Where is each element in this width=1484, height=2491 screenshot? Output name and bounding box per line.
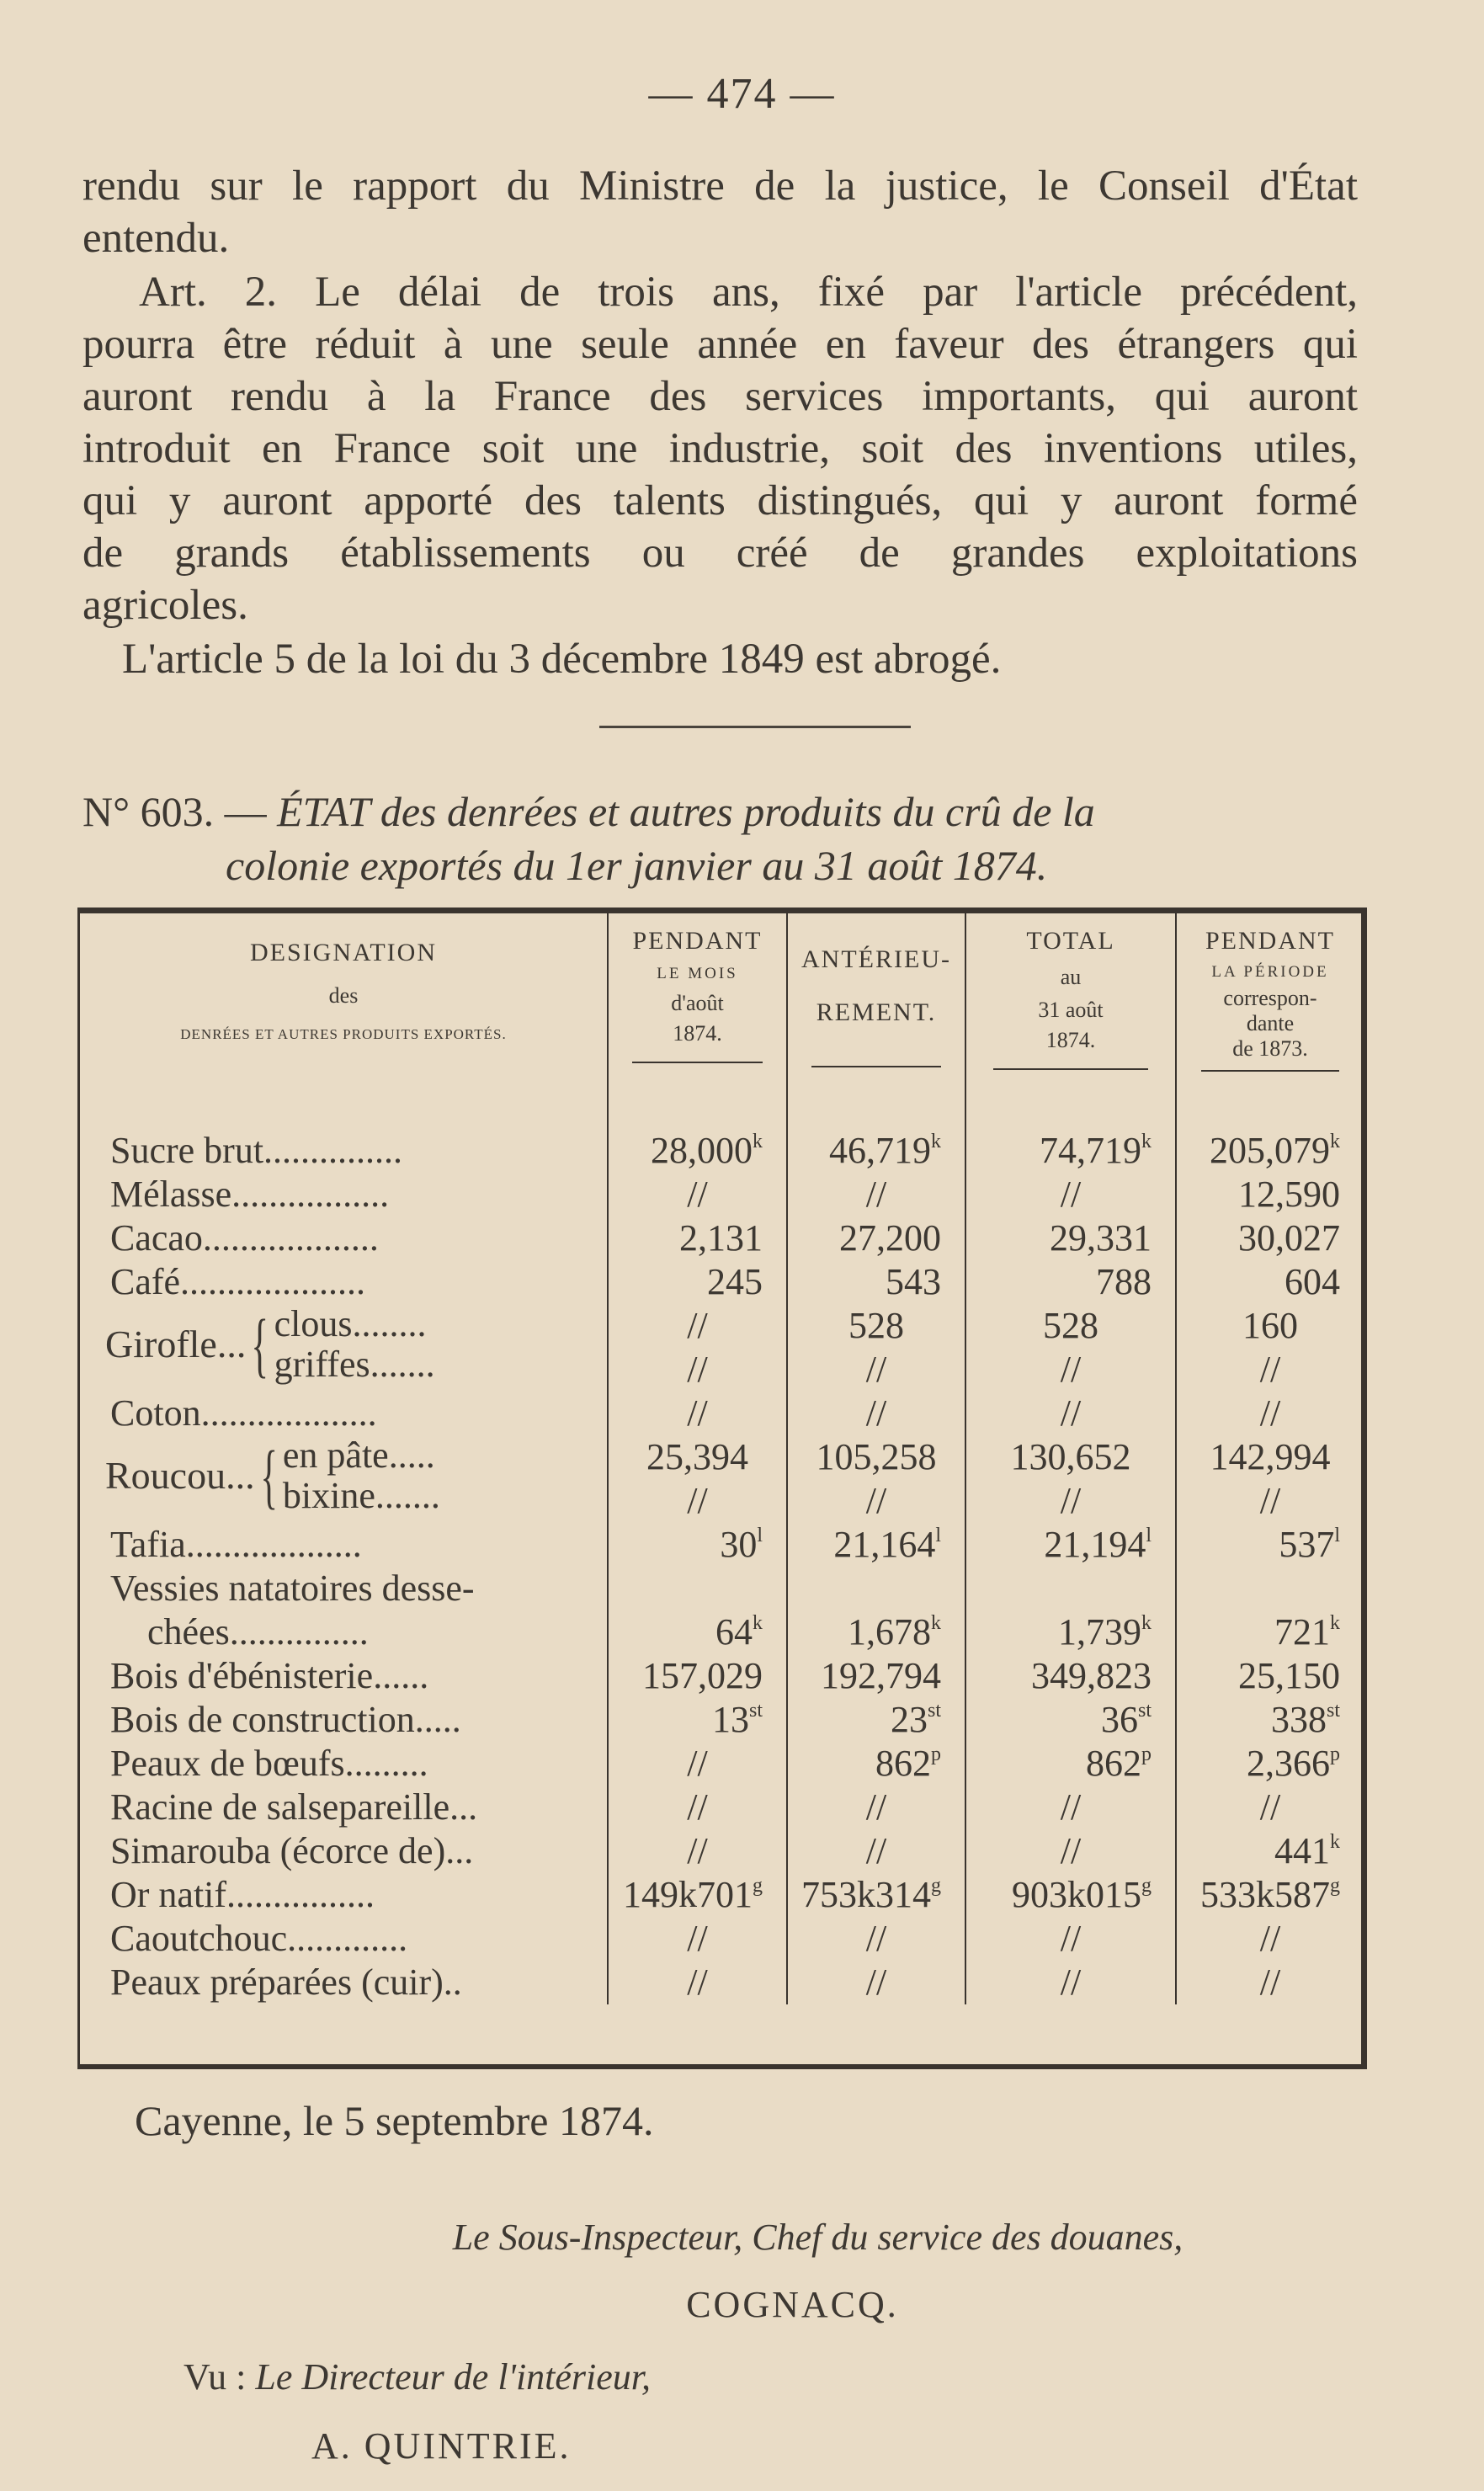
row-label-text: Bois d'ébénisterie...... (110, 1655, 429, 1696)
cell-value: 23 (890, 1699, 928, 1740)
vu-title: Le Directeur de l'intérieur, (255, 2356, 652, 2398)
signer-title: Le Sous-Inspecteur, Chef du service des douanes, (452, 2217, 1183, 2258)
cell-unit: l (1146, 1525, 1152, 1546)
art2-line-7: agricoles. (82, 582, 248, 629)
header-pendant-mois: PENDANT LE MOIS d'août 1874. (608, 913, 787, 1114)
row-label (80, 1961, 608, 2004)
header-anterieurement: ANTÉRIEU- REMENT. (787, 913, 965, 1114)
cell-value: // (865, 1918, 887, 1959)
cell-value: // (687, 1174, 708, 1215)
table-row (80, 1216, 1364, 1260)
row-label (80, 1917, 608, 1961)
table-row (80, 1873, 1364, 1917)
cell-unit: p (931, 1743, 941, 1765)
table-row (80, 1567, 1364, 1610)
row-label-text: Bois de construction..... (110, 1699, 461, 1740)
cell-value: // (865, 1392, 887, 1434)
row-label-text: Caoutchouc............. (110, 1918, 408, 1959)
table-row (80, 1917, 1364, 1961)
row-label (80, 1786, 608, 1829)
row-label-text: Sucre brut............... (110, 1130, 403, 1171)
row-label-text: Peaux de bœufs......... (110, 1743, 428, 1784)
cell-value: // (865, 1830, 887, 1871)
cell-unit: k (753, 1612, 763, 1634)
cell-value: // (687, 1743, 708, 1784)
row-label (80, 1523, 608, 1567)
cell-unit: st (1326, 1700, 1340, 1722)
cell-value: 528 (848, 1305, 904, 1346)
cell-unit: st (748, 1700, 763, 1722)
row-label (80, 1173, 608, 1216)
vu-name: A. QUINTRIE. (311, 2425, 572, 2467)
cell-value: 338 (1270, 1699, 1327, 1740)
row-label-text: chées............... (110, 1611, 369, 1653)
cell-value: // (1060, 1392, 1082, 1434)
cell-value: 349,823 (1031, 1655, 1152, 1696)
cell-value: 528 (1043, 1305, 1098, 1346)
cell-unit: k (753, 1131, 763, 1152)
heading-number: N° 603. — (82, 788, 267, 835)
cell-value: 13 (711, 1699, 749, 1740)
row-label-text: Coton................... (110, 1392, 377, 1434)
cell-value: 21,164 (833, 1524, 936, 1565)
cell-value: // (687, 1480, 708, 1521)
cell-value: 245 (707, 1261, 763, 1302)
cell-value: 46,719 (829, 1130, 931, 1171)
table-row (80, 1742, 1364, 1786)
row-label-text: Tafia................... (110, 1524, 362, 1565)
cell-value: 25,150 (1238, 1655, 1340, 1696)
table-row (80, 1786, 1364, 1829)
cell-value: 537 (1279, 1524, 1335, 1565)
cell-value: 74,719 (1040, 1130, 1141, 1171)
cell-value: 25,394 (646, 1436, 748, 1477)
cell-value: 788 (1096, 1261, 1152, 1302)
cell-unit: k (1141, 1131, 1152, 1152)
cell-value: // (1259, 1918, 1281, 1959)
cell-value: 543 (886, 1261, 941, 1302)
row-label-text: Or natif................ (110, 1874, 375, 1915)
row-label-text: Café.................... (110, 1261, 366, 1302)
vu-line (184, 2355, 651, 2398)
cell-value: // (1259, 1349, 1281, 1390)
cell-value: // (687, 1349, 708, 1390)
cell-value: 157,029 (642, 1655, 763, 1696)
cell-value: // (687, 1961, 708, 2003)
page-number-value: 474 (706, 70, 778, 118)
cell-value: // (1259, 1786, 1281, 1828)
cell-value: // (865, 1961, 887, 2003)
cell-value: 604 (1285, 1261, 1340, 1302)
cell-value: // (1259, 1961, 1281, 2003)
cell-value: // (1259, 1480, 1281, 1521)
brace-glyph: { (259, 1435, 278, 1516)
table-heading-line-1 (82, 785, 1379, 838)
cell-unit: l (757, 1525, 763, 1546)
cell-value: 1,678 (848, 1611, 931, 1653)
cell-value: // (1259, 1392, 1281, 1434)
row-label (80, 1742, 608, 1786)
row-label-text: Cacao................... (110, 1217, 379, 1259)
cell-value: // (1060, 1918, 1082, 1959)
cell-value: // (865, 1349, 887, 1390)
cell-value: // (865, 1174, 887, 1215)
art2-line-1: Art. 2. Le délai de trois ans, fixé par l'article précédent, (139, 269, 1358, 316)
header-periode: PENDANT LA PÉRIODE correspon- dante de 1873. (1176, 913, 1364, 1114)
table-row (80, 1304, 1364, 1392)
cell-value: 205,079 (1210, 1130, 1330, 1171)
table-row (80, 1829, 1364, 1873)
intro-line-2: entendu. (82, 215, 230, 262)
art2-line-5: qui y auront apporté des talents distingués, qui y auront formé (82, 477, 1358, 524)
cell-value: 21,194 (1044, 1524, 1146, 1565)
art2-line-2: pourra être réduit à une seule année en faveur des étrangers qui (82, 321, 1358, 368)
heading-title-2: colonie exportés du 1er janvier au 31 août 1874. (226, 842, 1048, 889)
table-body (80, 1114, 1364, 2004)
cell-unit: l (935, 1525, 941, 1546)
cell-value: 862 (1086, 1743, 1141, 1784)
row-label (80, 1216, 608, 1260)
cell-value: 105,258 (816, 1436, 937, 1477)
cell-value: 149k701 (623, 1874, 753, 1915)
cell-value: 441 (1274, 1830, 1330, 1871)
row-label (80, 1435, 608, 1523)
cell-value: // (1060, 1174, 1082, 1215)
row-label-text: Peaux préparées (cuir).. (110, 1961, 462, 2003)
heading-title-1: ÉTAT des denrées et autres produits du crû de la (277, 788, 1095, 835)
cell-unit: g (753, 1875, 763, 1897)
cell-value: // (865, 1480, 887, 1521)
cell-value: 2,131 (679, 1217, 763, 1259)
row-label (80, 1829, 608, 1873)
cell-unit: k (1330, 1131, 1340, 1152)
cell-unit: l (1334, 1525, 1340, 1546)
table-row (80, 1961, 1364, 2004)
row-group-label: Roucou... (105, 1454, 255, 1497)
row-sub-label: en pâte..... (282, 1434, 435, 1476)
cell-value: 862 (875, 1743, 931, 1784)
cell-unit: g (1330, 1875, 1340, 1897)
cell-unit: g (1141, 1875, 1152, 1897)
export-table (77, 908, 1367, 2069)
row-label (80, 1610, 608, 1654)
cell-value: // (1060, 1480, 1082, 1521)
cell-value: 753k314 (801, 1874, 931, 1915)
table-heading-line-2 (226, 838, 1484, 892)
cell-value: // (687, 1918, 708, 1959)
cell-value: // (1060, 1786, 1082, 1828)
cell-unit: st (927, 1700, 941, 1722)
cell-value: // (687, 1305, 708, 1346)
export-table-grid (80, 913, 1364, 2004)
row-label (80, 1392, 608, 1435)
row-label-text: Simarouba (écorce de)... (110, 1830, 474, 1871)
row-label-text: Vessies natatoires desse- (110, 1568, 475, 1609)
table-row (80, 1698, 1364, 1742)
cell-value: 64 (715, 1611, 753, 1653)
row-sub-label: bixine....... (282, 1475, 440, 1516)
cell-value: 28,000 (651, 1130, 753, 1171)
vu-prefix: Vu : (184, 2356, 247, 2398)
row-sub-label: griffes....... (274, 1344, 435, 1385)
brace-glyph: { (251, 1304, 269, 1385)
intro-line-1: rendu sur le rapport du Ministre de la justice, le Conseil d'État (82, 162, 1358, 210)
table-row (80, 1435, 1364, 1523)
row-label (80, 1567, 608, 1610)
cell-unit: g (931, 1875, 941, 1897)
table-row (80, 1392, 1364, 1435)
art2-line-4: introduit en France soit une industrie, soit des inventions utiles, (82, 425, 1358, 472)
cell-value: // (865, 1786, 887, 1828)
cell-value: 27,200 (839, 1217, 941, 1259)
row-label (80, 1698, 608, 1742)
cell-value: 30,027 (1238, 1217, 1340, 1259)
row-label (80, 1114, 608, 1173)
cell-unit: p (1141, 1743, 1152, 1765)
row-label (80, 1654, 608, 1698)
cell-unit: st (1137, 1700, 1152, 1722)
cell-value: // (1060, 1961, 1082, 2003)
cell-value: 36 (1100, 1699, 1138, 1740)
row-sub-label: clous........ (274, 1303, 427, 1344)
table-row (80, 1114, 1364, 1173)
cell-value: // (687, 1786, 708, 1828)
row-group-label: Girofle... (105, 1323, 247, 1365)
cell-unit: k (931, 1131, 941, 1152)
cell-value: 30 (720, 1524, 758, 1565)
cell-unit: k (1330, 1831, 1340, 1853)
cell-value: 192,794 (821, 1655, 941, 1696)
table-row (80, 1260, 1364, 1304)
cell-value: 142,994 (1210, 1436, 1331, 1477)
cell-unit: k (1141, 1612, 1152, 1634)
abrogation-line: L'article 5 de la loi du 3 décembre 1849 est abrogé. (122, 636, 1002, 683)
cell-value: 160 (1242, 1305, 1298, 1346)
row-label-text: Racine de salsepareille... (110, 1786, 478, 1828)
header-designation: DESIGNATION des DENRÉES ET AUTRES PRODUITS EXPORTÉS. (180, 939, 507, 1043)
row-label (80, 1873, 608, 1917)
cell-value: 721 (1274, 1611, 1330, 1653)
row-label-text: Mélasse................. (110, 1174, 390, 1215)
table-header-row (80, 913, 1364, 1114)
cell-value: // (1060, 1349, 1082, 1390)
cell-value: 130,652 (1010, 1436, 1131, 1477)
cell-value: // (1060, 1830, 1082, 1871)
cell-unit: k (1330, 1612, 1340, 1634)
cell-unit: k (931, 1612, 941, 1634)
cell-value: 533k587 (1200, 1874, 1330, 1915)
table-row (80, 1523, 1364, 1567)
cell-value: // (687, 1830, 708, 1871)
header-total: TOTAL au 31 août 1874. (965, 913, 1176, 1114)
table-row (80, 1173, 1364, 1216)
section-separator (599, 726, 911, 728)
cell-unit: p (1330, 1743, 1340, 1765)
art2-line-6: de grands établissements ou créé de grandes exploitations (82, 530, 1358, 577)
cell-value: 903k015 (1012, 1874, 1141, 1915)
cell-value: 1,739 (1058, 1611, 1141, 1653)
art2-line-3: auront rendu à la France des services importants, qui auront (82, 373, 1358, 420)
row-label (80, 1260, 608, 1304)
row-label (80, 1304, 608, 1392)
cell-value: // (687, 1392, 708, 1434)
table-row (80, 1610, 1364, 1654)
table-row (80, 1654, 1364, 1698)
cell-value: 2,366 (1247, 1743, 1330, 1784)
page-number: — 474 — (648, 70, 836, 118)
place-date: Cayenne, le 5 septembre 1874. (135, 2097, 654, 2144)
cell-value: 12,590 (1238, 1174, 1340, 1215)
signer-name: COGNACQ. (686, 2284, 899, 2325)
cell-value: 29,331 (1050, 1217, 1152, 1259)
